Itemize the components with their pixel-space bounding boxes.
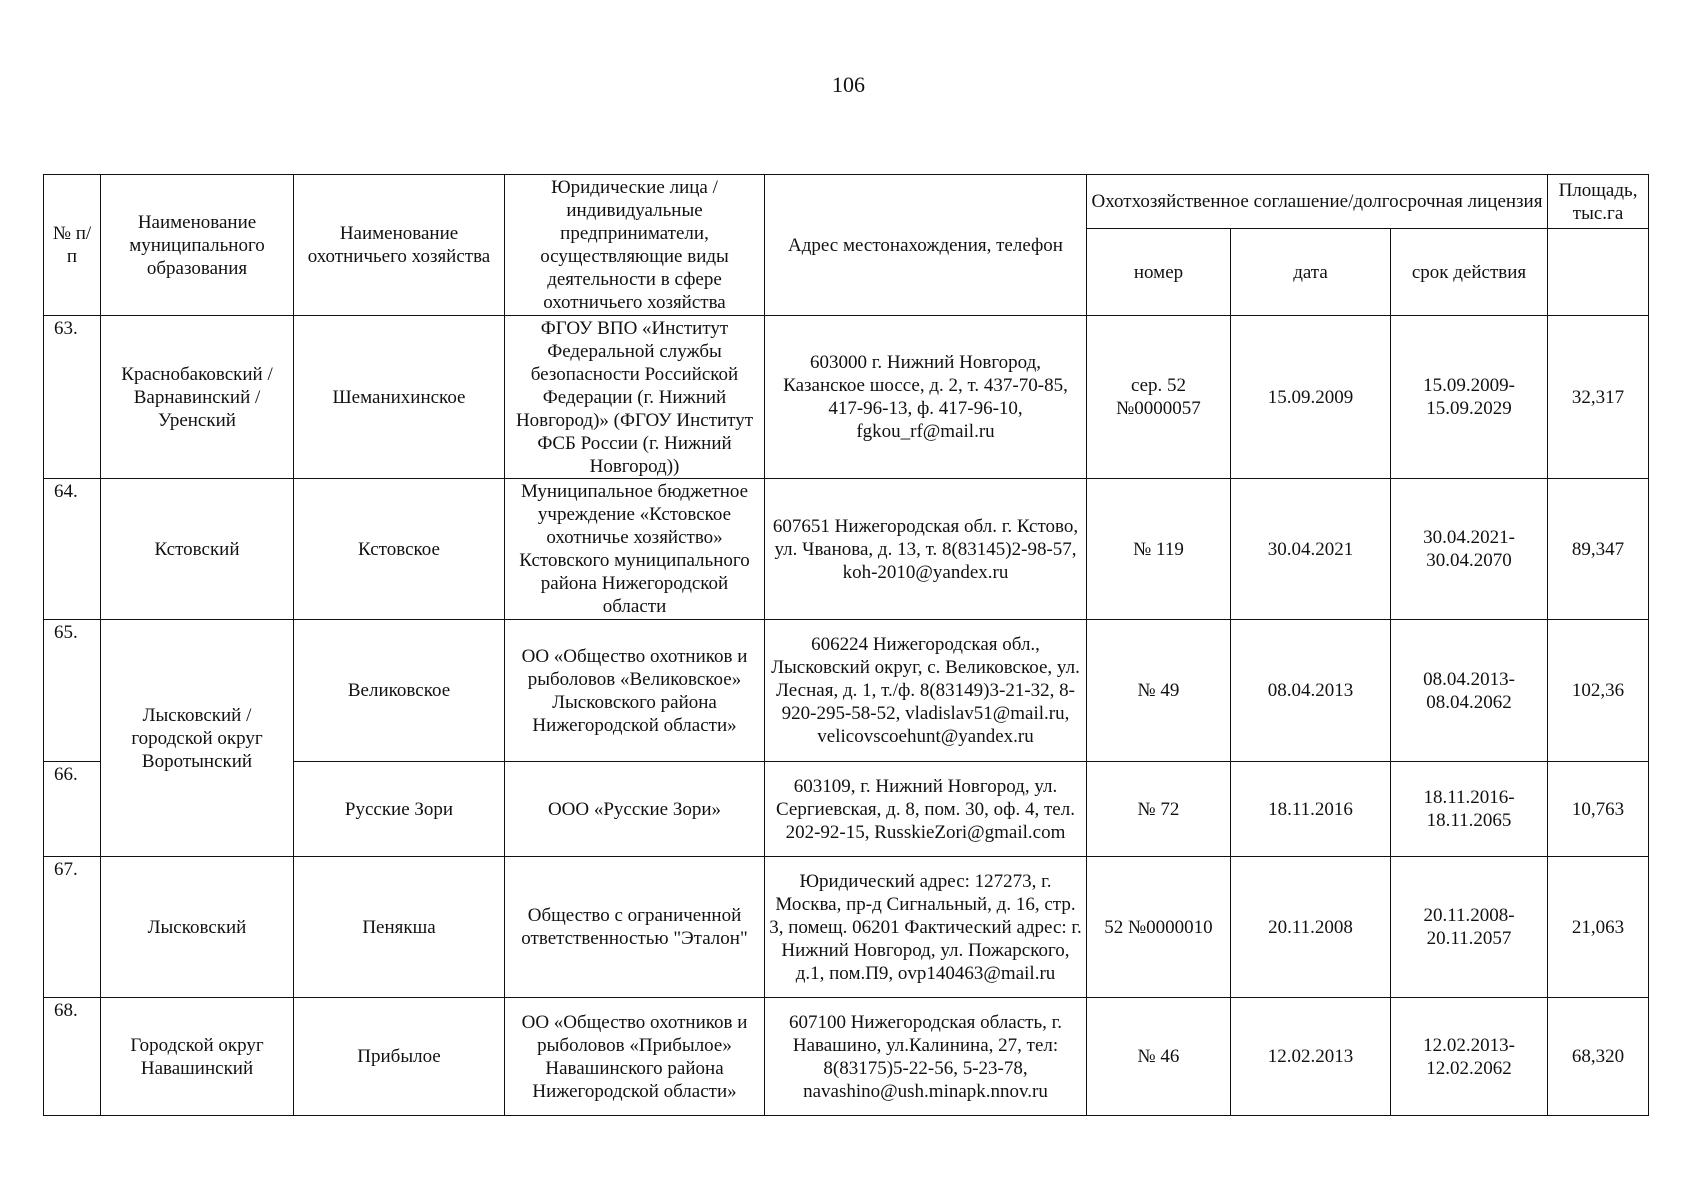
municipality-cell: Городской округ Навашинский: [101, 998, 294, 1116]
address-cell: 603109, г. Нижний Новгород, ул. Сергиевская, д. 8, пом. 30, оф. 4, тел. 202-92-15, RusskieZori@gmail.com: [765, 762, 1087, 857]
area-cell: 89,347: [1548, 479, 1649, 620]
agreement-term-cell: 30.04.2021-30.04.2070: [1391, 479, 1548, 620]
hunting-ground-cell: Прибылое: [294, 998, 505, 1116]
municipality-cell: Лысковский: [101, 857, 294, 998]
address-cell: 606224 Нижегородская обл., Лысковский округ, с. Великовское, ул. Лесная, д. 1, т./ф. 8(83149)3-21-32, 8-920-295-58-52, vladislav51@mail.ru, velicovscoehunt@yandex.ru: [765, 620, 1087, 762]
agreement-date-cell: 08.04.2013: [1231, 620, 1391, 762]
agreement-number-cell: № 49: [1087, 620, 1231, 762]
agreement-term-cell: 18.11.2016-18.11.2065: [1391, 762, 1548, 857]
legal-entity-cell: Общество с ограниченной ответственностью "Эталон": [505, 857, 765, 998]
table-header-row: [44, 175, 1649, 229]
hunting-ground-cell: Шеманихинское: [294, 316, 505, 479]
agreement-term-cell: 20.11.2008-20.11.2057: [1391, 857, 1548, 998]
agreement-term-cell: 12.02.2013-12.02.2062: [1391, 998, 1548, 1116]
header-hunting-ground: Наименование охотничьего хозяйства: [294, 175, 505, 316]
agreement-number-cell: 52 №0000010: [1087, 857, 1231, 998]
header-agreement-term: срок действия: [1391, 229, 1548, 316]
agreement-date-cell: 18.11.2016: [1231, 762, 1391, 857]
municipality-cell: Лысковский / городской округ Воротынский: [101, 620, 294, 857]
agreement-number-cell: № 46: [1087, 998, 1231, 1116]
area-cell: 10,763: [1548, 762, 1649, 857]
legal-entity-cell: ФГОУ ВПО «Институт Федеральной службы безопасности Российской Федерации (г. Нижний Новгород)» (ФГОУ Институт ФСБ России (г. Нижний Новгород)): [505, 316, 765, 479]
legal-entity-cell: ОО «Общество охотников и рыболовов «Прибылое» Навашинского района Нижегородской области»: [505, 998, 765, 1116]
page-number: 106: [832, 72, 865, 97]
table-row: [44, 998, 1649, 1116]
header-agreement-date: дата: [1231, 229, 1391, 316]
legal-entity-cell: ООО «Русские Зори»: [505, 762, 765, 857]
header-area: Площадь, тыс.га: [1548, 175, 1649, 229]
legal-entity-cell: Муниципальное бюджетное учреждение «Кстовское охотничье хозяйство» Кстовского муниципального района Нижегородской области: [505, 479, 765, 620]
agreement-term-cell: 15.09.2009-15.09.2029: [1391, 316, 1548, 479]
agreement-number-cell: № 119: [1087, 479, 1231, 620]
legal-entity-cell: ОО «Общество охотников и рыболовов «Великовское» Лысковского района Нижегородской области»: [505, 620, 765, 762]
municipality-cell: Кстовский: [101, 479, 294, 620]
agreement-date-cell: 12.02.2013: [1231, 998, 1391, 1116]
row-number: 66.: [44, 762, 101, 857]
agreement-date-cell: 30.04.2021: [1231, 479, 1391, 620]
area-cell: 102,36: [1548, 620, 1649, 762]
address-cell: Юридический адрес: 127273, г. Москва, пр-д Сигнальный, д. 16, стр. 3, помещ. 06201 Фактический адрес: г. Нижний Новгород, ул. Пожарского, д.1, пом.П9, ovp140463@mail.ru: [765, 857, 1087, 998]
header-agreement: Охотхозяйственное соглашение/долгосрочная лицензия: [1087, 175, 1548, 229]
header-agreement-number: номер: [1087, 229, 1231, 316]
header-legal-entity: Юридические лица / индивидуальные предприниматели, осуществляющие виды деятельности в сфере охотничьего хозяйства: [505, 175, 765, 316]
agreement-number-cell: сер. 52 №0000057: [1087, 316, 1231, 479]
address-cell: 607100 Нижегородская область, г. Навашино, ул.Калинина, 27, тел: 8(83175)5-22-56, 5-23-78, navashino@ush.minapk.nnov.ru: [765, 998, 1087, 1116]
agreement-date-cell: 20.11.2008: [1231, 857, 1391, 998]
agreement-date-cell: 15.09.2009: [1231, 316, 1391, 479]
hunting-grounds-table: [43, 174, 1649, 1116]
hunting-ground-cell: Кстовское: [294, 479, 505, 620]
header-municipality: Наименование муниципального образования: [101, 175, 294, 316]
row-number: 65.: [44, 620, 101, 762]
row-number: 67.: [44, 857, 101, 998]
hunting-ground-cell: Пенякша: [294, 857, 505, 998]
table-row: [44, 316, 1649, 479]
area-cell: 68,320: [1548, 998, 1649, 1116]
agreement-number-cell: № 72: [1087, 762, 1231, 857]
hunting-ground-cell: Великовское: [294, 620, 505, 762]
table-row: [44, 479, 1649, 620]
row-number: 63.: [44, 316, 101, 479]
header-num: № п/п: [44, 175, 101, 316]
agreement-term-cell: 08.04.2013-08.04.2062: [1391, 620, 1548, 762]
municipality-cell: Краснобаковский / Варнавинский / Уренский: [101, 316, 294, 479]
row-number: 64.: [44, 479, 101, 620]
header-address: Адрес местонахождения, телефон: [765, 175, 1087, 316]
hunting-ground-cell: Русские Зори: [294, 762, 505, 857]
address-cell: 603000 г. Нижний Новгород, Казанское шоссе, д. 2, т. 437-70-85, 417-96-13, ф. 417-96-10, fgkou_rf@mail.ru: [765, 316, 1087, 479]
area-cell: 32,317: [1548, 316, 1649, 479]
address-cell: 607651 Нижегородская обл. г. Кстово, ул. Чванова, д. 13, т. 8(83145)2-98-57, koh-2010@yandex.ru: [765, 479, 1087, 620]
table-row: [44, 857, 1649, 998]
header-area-empty: [1548, 229, 1649, 316]
row-number: 68.: [44, 998, 101, 1116]
table-row: [44, 620, 1649, 762]
area-cell: 21,063: [1548, 857, 1649, 998]
